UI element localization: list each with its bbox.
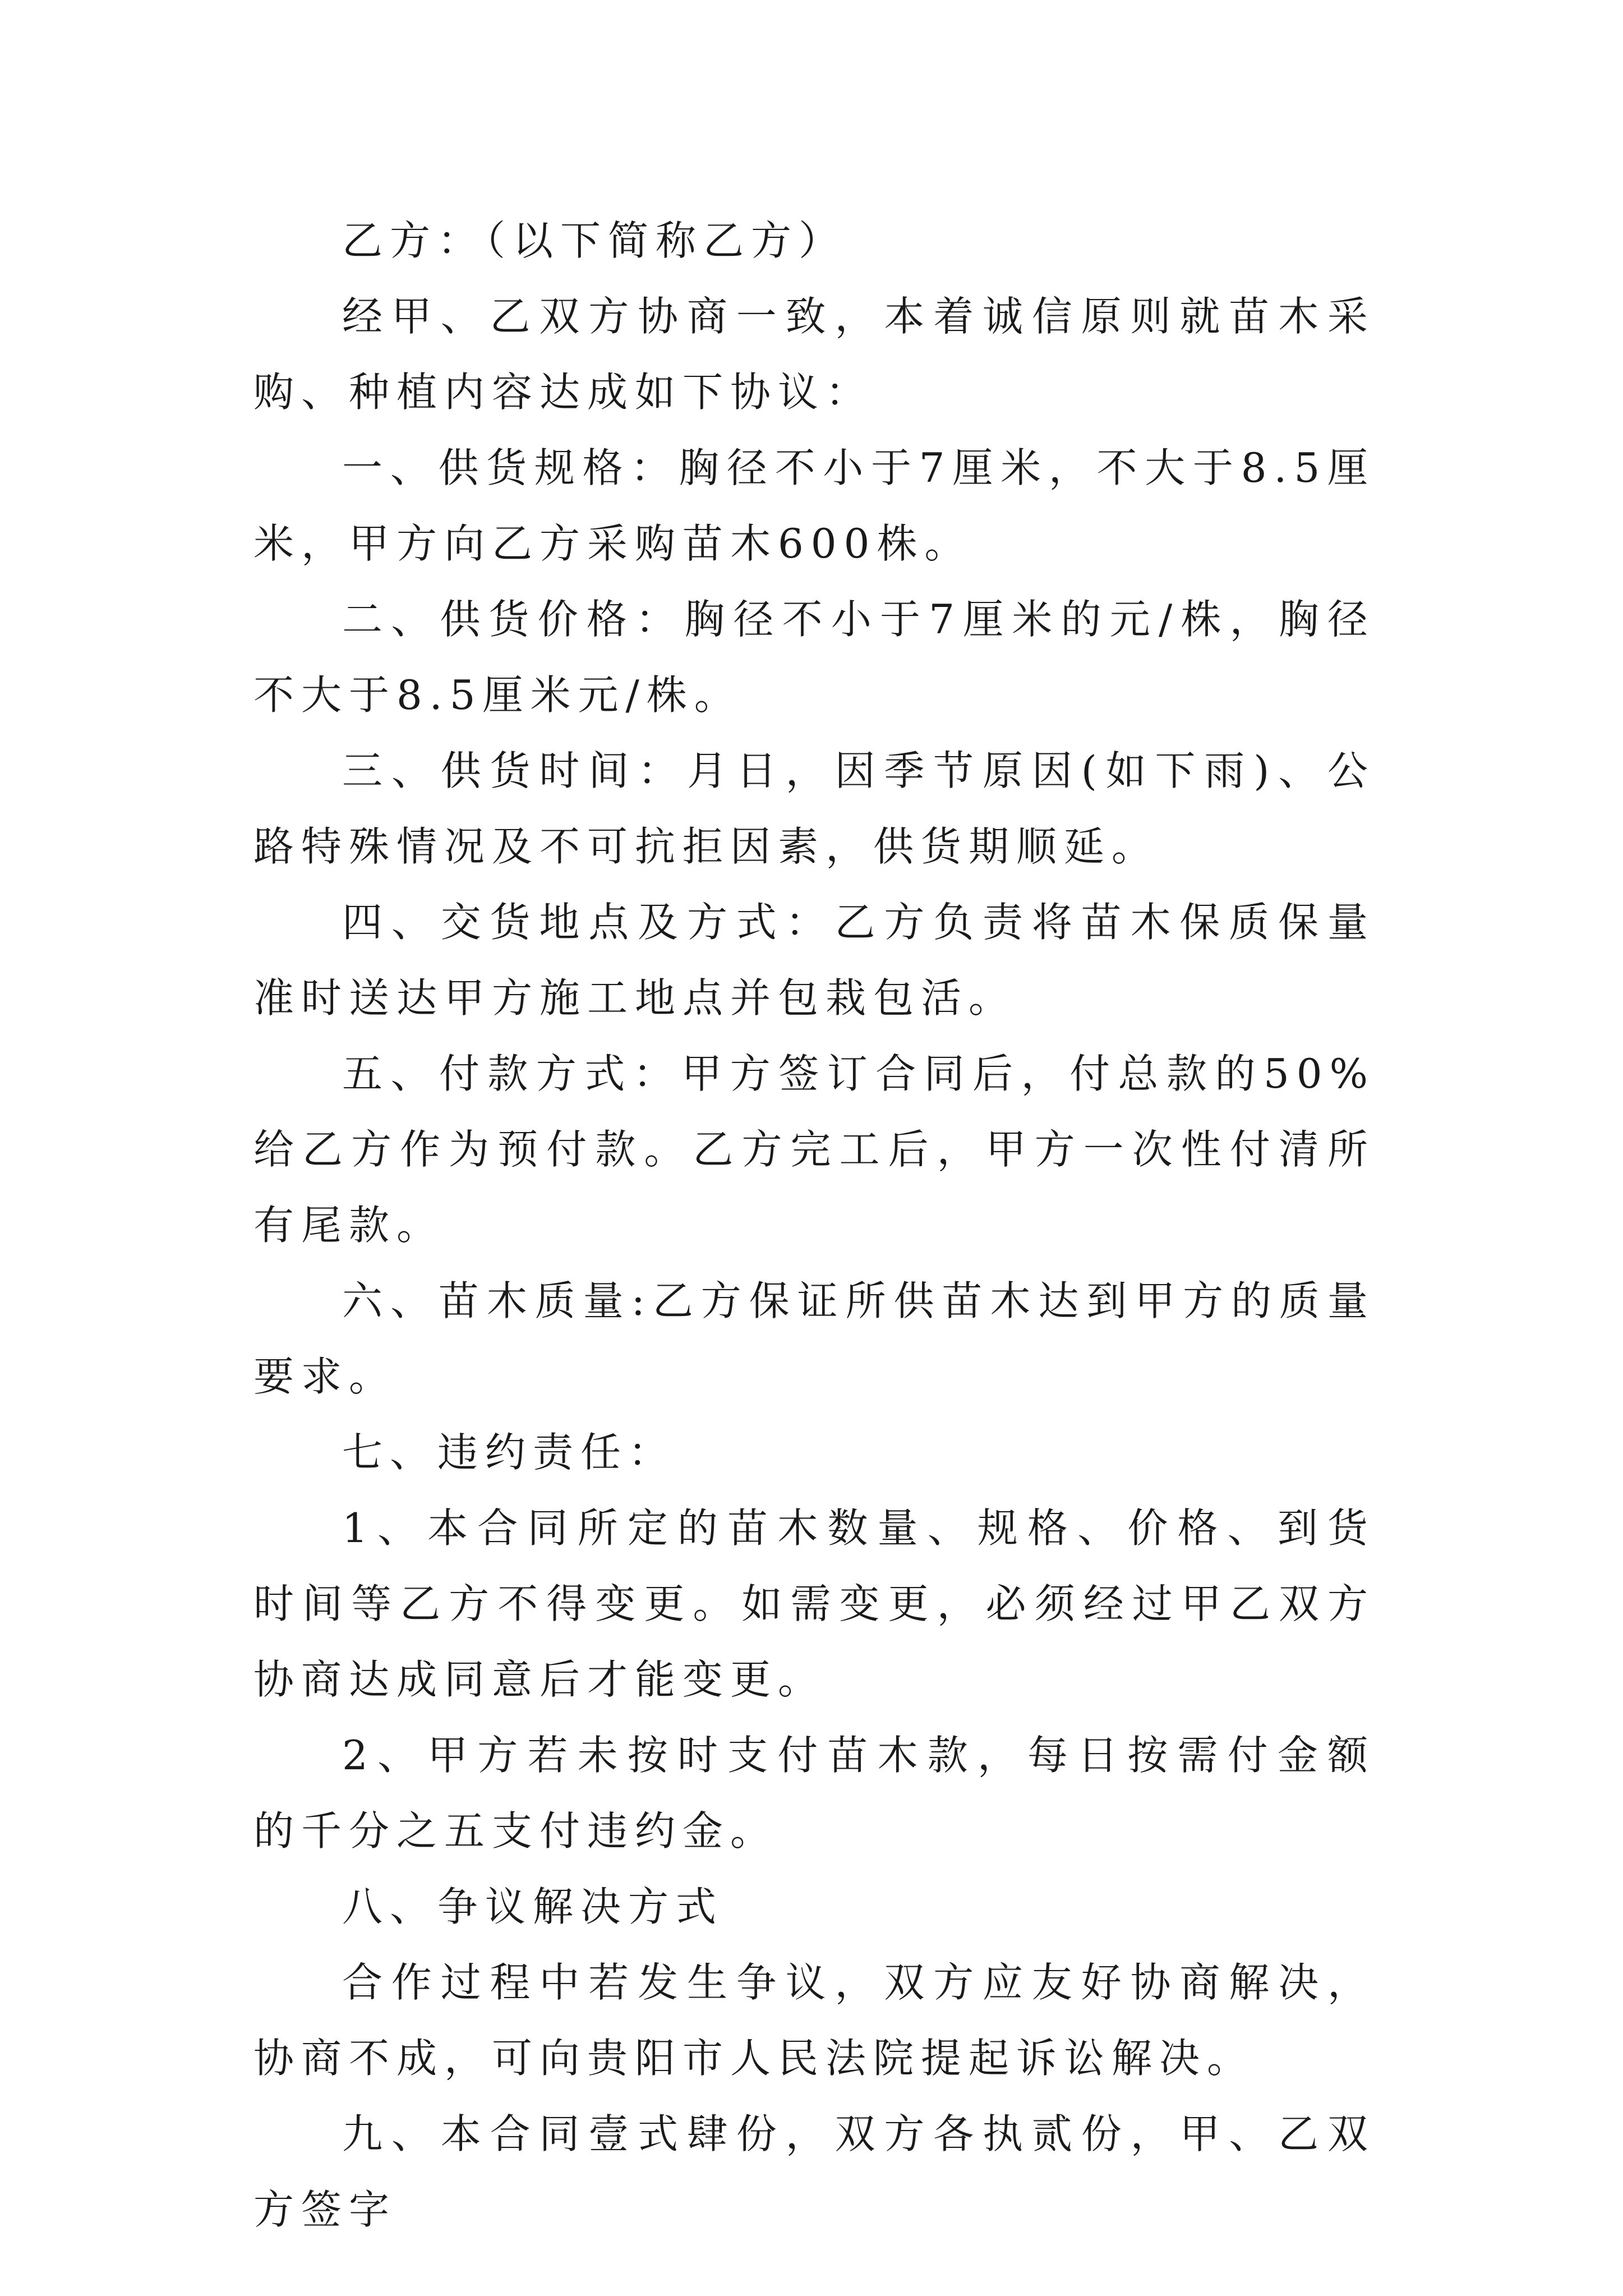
liability-item-2: 2、甲方若未按时支付苗木款，每日按需付金额的千分之五支付违约金。 bbox=[253, 1732, 1375, 1855]
clause-payment: 五、付款方式：甲方签订合同后，付总款的50%给乙方作为预付款。乙方完工后，甲方一次性付清所有尾款。 bbox=[253, 1050, 1375, 1249]
liability-item-1: 1、本合同所定的苗木数量、规格、价格、到货时间等乙方不得变更。如需变更，必须经过甲乙双方协商达成同意后才能变更。 bbox=[253, 1504, 1375, 1703]
clause-delivery: 四、交货地点及方式：乙方负责将苗木保质保量准时送达甲方施工地点并包栽包活。 bbox=[253, 899, 1375, 1022]
clause-supply-spec: 一、供货规格：胸径不小于7厘米，不大于8.5厘米，甲方向乙方采购苗木600株。 bbox=[253, 444, 1375, 567]
agreement-intro: 经甲、乙双方协商一致，本着诚信原则就苗木采购、种植内容达成如下协议： bbox=[253, 293, 1375, 416]
party-b-line: 乙方：（以下简称乙方） bbox=[342, 217, 847, 264]
clause-supply-time: 三、供货时间：月日，因季节原因(如下雨)、公路特殊情况及不可抗拒因素，供货期顺延。 bbox=[253, 747, 1375, 870]
clause-quality: 六、苗木质量:乙方保证所供苗木达到甲方的质量要求。 bbox=[253, 1277, 1375, 1400]
clause-liability-heading: 七、违约责任： bbox=[342, 1429, 676, 1476]
dispute-text: 合作过程中若发生争议，双方应友好协商解决，协商不成，可向贵阳市人民法院提起诉讼解决。 bbox=[253, 1959, 1375, 2082]
clause-copies: 九、本合同壹式肆份，双方各执贰份，甲、乙双方签字 bbox=[253, 2110, 1375, 2233]
clause-supply-price: 二、供货价格：胸径不小于7厘米的元/株，胸径不大于8.5厘米元/株。 bbox=[253, 596, 1375, 719]
clause-dispute-heading: 八、争议解决方式 bbox=[342, 1883, 724, 1930]
contract-body bbox=[253, 203, 1375, 2248]
